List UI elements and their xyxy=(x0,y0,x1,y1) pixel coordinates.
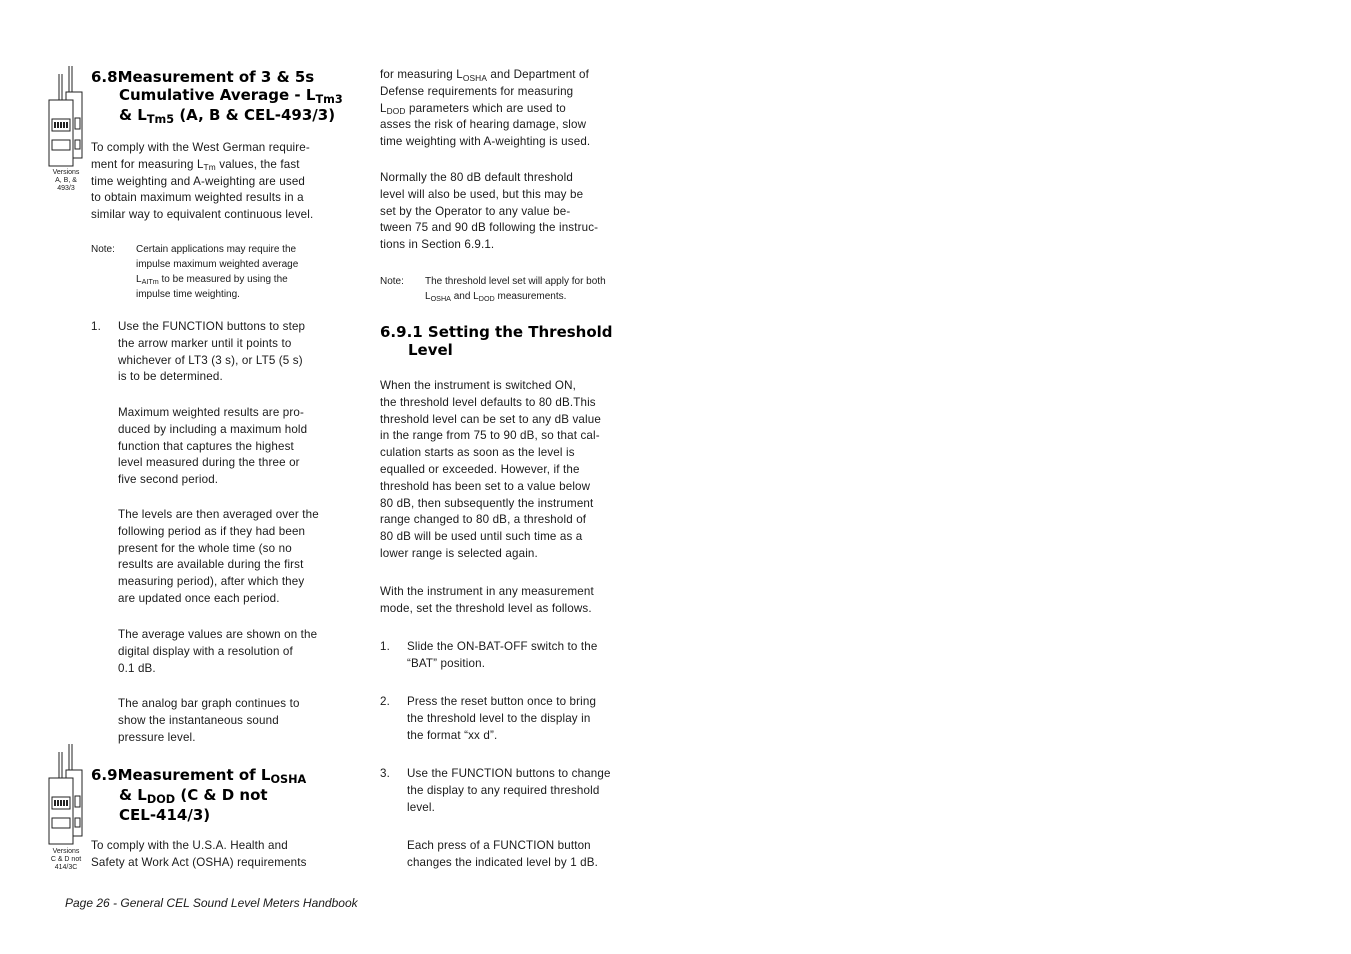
section-6-9-1-heading: 6.9.1 Setting the Threshold Level xyxy=(380,323,613,359)
list-number: 2. xyxy=(380,695,390,708)
paragraph: The levels are then averaged over the following period as if they had been present for the whole time (so no results are available during the first measuring period), after which they are updated once each period. xyxy=(118,508,319,605)
note-label: Note: xyxy=(91,244,115,255)
section-6-9-heading: 6.9Measurement of $L_{OSHA}$ & $L_{DOD}$ (C & D not CEL-414/3) xyxy=(91,766,307,824)
versions-label: Versions A, B, & 493/3 xyxy=(52,169,80,192)
paragraph: To comply with the U.S.A. Health and Safety at Work Act (OSHA) requirements xyxy=(91,839,307,869)
sound-meter-icon xyxy=(46,742,88,855)
note-label: Note: xyxy=(380,276,404,287)
section-number: 6.8 xyxy=(91,68,118,86)
note-text: Certain applications may require the impulse maximum weighted average $L_{AITm}$ to be measured by using the impulse time weighting. xyxy=(136,244,299,300)
paragraph: Maximum weighted results are pro- duced by including a maximum hold function that captures the highest level measured during the three or five second period. xyxy=(118,406,308,487)
list-item: Slide the ON-BAT-OFF switch to the “BAT” position. xyxy=(407,640,598,670)
paragraph: for measuring $L_{OSHA}$ and Department of Defense requirements for measuring $L_{DOD}$ parameters which are used to asses the risk of hearing damage, slow time weighting with A-weighting is used. xyxy=(380,68,591,149)
list-number: 1. xyxy=(91,320,101,333)
page-footer: Page 26 - General CEL Sound Level Meters Handbook xyxy=(65,896,358,910)
list-item: Use the FUNCTION buttons to change the display to any required threshold level. xyxy=(407,767,611,814)
sound-meter-icon xyxy=(46,64,88,172)
paragraph: The analog bar graph continues to show the instantaneous sound pressure level. xyxy=(118,697,300,744)
paragraph: To comply with the West German require- ment for measuring $L_{Tm}$ values, the fast time weighting and A-weighting are used to obtain maximum weighted results in a similar way to equivalent continuous level. xyxy=(91,141,314,222)
list-number: 1. xyxy=(380,640,390,653)
section-number: 6.9 xyxy=(91,766,118,784)
list-item: Use the FUNCTION buttons to step the arrow marker until it points to whichever of LT3 (3 s), or LT5 (5 s) is to be determined. xyxy=(118,320,306,384)
paragraph: With the instrument in any measurement mode, set the threshold level as follows. xyxy=(380,585,594,615)
paragraph: Each press of a FUNCTION button changes the indicated level by 1 dB. xyxy=(407,839,599,869)
versions-label: Versions C & D not 414/3C xyxy=(50,848,82,871)
paragraph: The average values are shown on the digital display with a resolution of 0.1 dB. xyxy=(118,628,318,675)
paragraph: Normally the 80 dB default threshold level will also be used, but this may be set by the Operator to any value be- tween 75 and 90 dB following the instruc- tions in Section 6.9.1. xyxy=(380,171,599,252)
section-6-8-heading: 6.8Measurement of 3 & 5s Cumulative Average - $L_{Tm3}$ & $L_{Tm5}$ (A, B & CEL-493/3) xyxy=(91,68,343,127)
list-item: Press the reset button once to bring the threshold level to the display in the format “xx d”. xyxy=(407,695,597,742)
paragraph: When the instrument is switched ON, the threshold level defaults to 80 dB.This threshold level can be set to any dB value in the range from 75 to 90 dB, so that cal- culation starts as soon as the level is equalled or exceeded. However, if the threshold has been set to a value below 80 dB, then subsequently the instrument range changed to 80 dB, a threshold of 80 dB will be used until such time as a lower range is selected again. xyxy=(380,379,601,560)
list-number: 3. xyxy=(380,767,390,780)
note-text: The threshold level set will apply for both $L_{OSHA}$ and $L_{DOD}$ measurements. xyxy=(425,276,606,304)
